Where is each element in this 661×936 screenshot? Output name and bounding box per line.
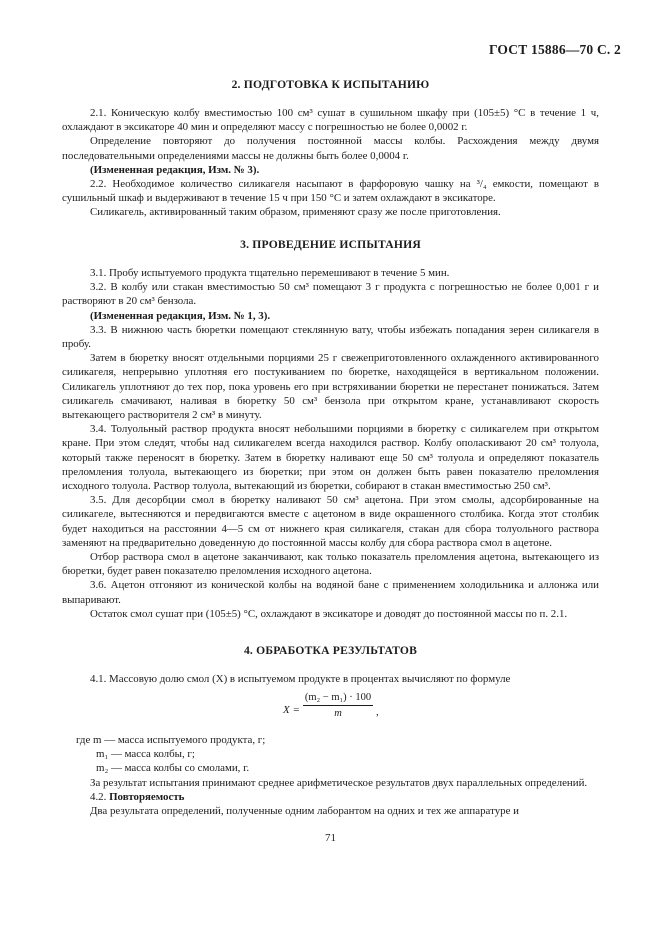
paragraph-3-5-cont: Отбор раствора смол в ацетоне заканчивают, как только показатель преломления ацетона, вытекающего из бюретки, будет равен показателю преломления исходного ацетона. (62, 551, 599, 578)
definition-m: где m — масса испытуемого продукта, г; (76, 734, 266, 746)
formula-denominator: m (334, 708, 342, 719)
formula-lhs: X = (283, 704, 300, 716)
paragraph-4-2-title: Повторяемость (109, 790, 185, 803)
paragraph-3-6-cont: Остаток смол сушат при (105±5) °С, охлаждают в эксикаторе и доводят до постоянной массы по п. 2.1. (90, 607, 568, 620)
paragraph-4-2-number: 4.2. (90, 790, 107, 803)
paragraph-3-5: 3.5. Для десорбции смол в бюретку наливают 50 см³ ацетона. При этом смолы, адсорбированные на силикагеле, вытесняются и передвигаются вместе с ацетоном в виде окрашенного столбика. Когда этот столбик будет находиться на расстоянии 4—5 см от нижнего края силикагеля, стакан для сбора толуольного раствора заменяют на предварительно доведенную до постоянной массы колбу для сбора раствора смол в ацетоне. (62, 494, 599, 549)
section-3-body (62, 266, 599, 621)
paragraph-2-2: 2.2. Необходимое количество силикагеля насыпают в фарфоровую чашку на ³/₄ емкости, помещают в сушильный шкаф и выдерживают в течение 15 ч при 150 °С и затем охлаждают в эксикаторе. (62, 178, 599, 205)
page-header: ГОСТ 15886—70 С. 2 (488, 42, 621, 57)
section-2-heading: 2. ПОДГОТОВКА К ИСПЫТАНИЮ (231, 78, 430, 91)
formula-fraction (303, 692, 373, 719)
formula-numerator: (m₂ − m₁) · 100 (303, 692, 373, 706)
page-number: 71 (325, 832, 336, 844)
formula-tail: , (376, 706, 379, 718)
amendment-note: (Измененная редакция, Изм. № 3). (90, 163, 260, 176)
paragraph-3-4: 3.4. Толуольный раствор продукта вносят небольшими порциями в бюретку с силикагелем при открытом кране. При этом следят, чтобы над силикагелем всегда находился раствор. Колбу ополаскивают 20 см³ толуола, который также переносят в бюретку. Затем в бюретку наливают еще 50 см³ толуола и определяют показатель преломления толуола, вытекающего из бюретки; при этом он должен быть равен показателю преломления исходного толуола. Раствор толуола, вытекающий из бюретки, собирают в стакан вместимостью 250 см³. (62, 423, 599, 493)
paragraph-3-3-cont: Затем в бюретку вносят отдельными порциями 25 г свежеприготовленного охлажденного активированного силикагеля, непрерывно уплотняя его постукиванием по бюретке, находящейся в вертикальном положении. Силикагель уплотняют до тех пор, пока уровень его при встряхивании бюретки не перестанет понижаться. Затем силикагель смачивают, наливая в бюретку 50 см³ бензола при открытом кране, устанавливают скорость вытекающего растворителя 2 см³ в минуту. (62, 352, 599, 422)
paragraph-4-1: 4.1. Массовую долю смол (X) в испытуемом продукте в процентах вычисляют по формуле (90, 673, 511, 685)
paragraph-4-2 (62, 790, 599, 804)
section-3-heading: 3. ПРОВЕДЕНИЕ ИСПЫТАНИЯ (240, 238, 421, 251)
amendment-note: (Измененная редакция, Изм. № 1, 3). (90, 309, 271, 322)
paragraph-4-1-result: За результат испытания принимают среднее арифметическое результатов двух параллельных определений. (90, 776, 588, 789)
paragraph-3-1: 3.1. Пробу испытуемого продукта тщательно перемешивают в течение 5 мин. (90, 267, 450, 279)
paragraph-3-2: 3.2. В колбу или стакан вместимостью 50 см³ помещают 3 г продукта с погрешностью не более 0,001 г и растворяют в 20 см³ бензола. (62, 281, 599, 308)
formula (0, 692, 661, 728)
paragraph-2-2-note: Силикагель, активированный таким образом, применяют сразу же после приготовления. (90, 206, 501, 219)
definition-m2: m₂ — масса колбы со смолами, г. (96, 762, 250, 775)
section-4-intro (62, 672, 599, 686)
paragraph-3-6: 3.6. Ацетон отгоняют из конической колбы на водяной бане с применением холодильника и аллонжа или выпаривают. (62, 579, 599, 606)
section-4-heading: 4. ОБРАБОТКА РЕЗУЛЬТАТОВ (243, 644, 418, 657)
section-2-body (62, 106, 599, 220)
variable-definitions (62, 733, 599, 818)
definition-m1: m₁ — масса колбы, г; (96, 748, 195, 761)
paragraph-2-1: 2.1. Коническую колбу вместимостью 100 см³ сушат в сушильном шкафу при (105±5) °С в течение 1 ч, охлаждают в эксикаторе 40 мин и определяют массу с погрешностью не более 0,0002 г. (62, 107, 599, 134)
paragraph-2-1-repeat: Определение повторяют до получения постоянной массы колбы. Расхождения между двумя последовательными определениями массы не должны быть более 0,0004 г. (62, 135, 599, 162)
paragraph-3-3: 3.3. В нижнюю часть бюретки помещают стеклянную вату, чтобы избежать попадания зерен силикагеля в пробу. (62, 323, 599, 351)
paragraph-4-2-text: Два результата определений, полученные одним лаборантом на одних и тех же аппаратуре и (90, 805, 519, 818)
